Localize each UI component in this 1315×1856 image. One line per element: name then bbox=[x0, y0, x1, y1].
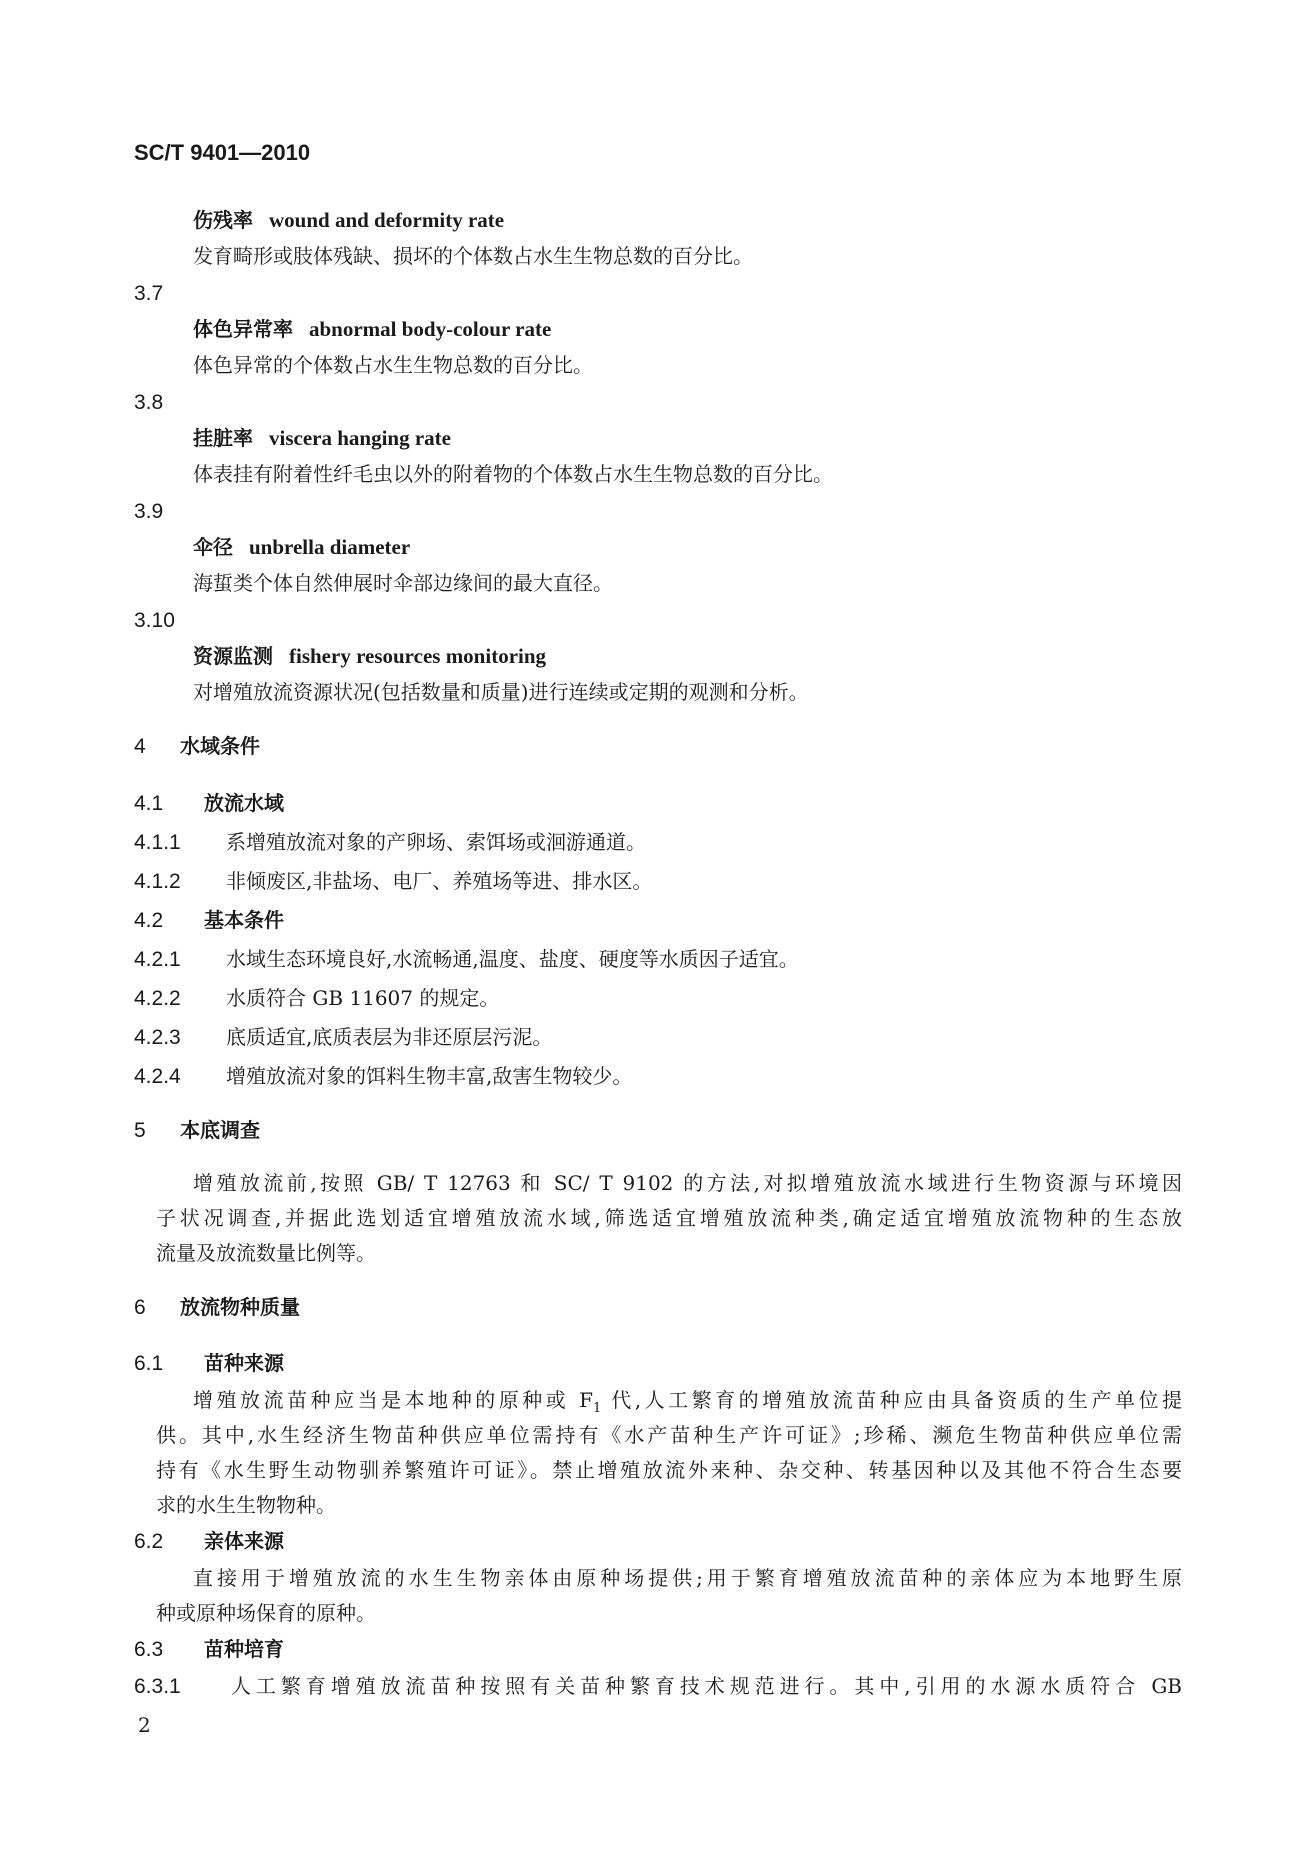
clause-text: 非倾废区,非盐场、电厂、养殖场等进、排水区。 bbox=[226, 869, 653, 893]
section-title: 放流物种质量 bbox=[180, 1295, 300, 1319]
term-definition: 体表挂有附着性纤毛虫以外的附着物的个体数占水生生物总数的百分比。 bbox=[193, 462, 833, 486]
section-heading bbox=[134, 733, 260, 760]
subsection-title: 苗种来源 bbox=[204, 1351, 284, 1375]
section-heading bbox=[134, 1117, 260, 1144]
paragraph-line: 供。其中,水生经济生物苗种供应单位需持有《水产苗种生产许可证》;珍稀、濒危生物苗种供应单位需 bbox=[156, 1423, 1182, 1447]
subsection-number: 6.2 bbox=[134, 1530, 164, 1553]
term-number: 3.9 bbox=[134, 500, 164, 523]
subsection-heading bbox=[134, 907, 284, 934]
clause-number: 4.2.3 bbox=[134, 1026, 181, 1049]
subsection-number: 6.3 bbox=[134, 1638, 164, 1661]
clause-text: 人工繁育增殖放流苗种按照有关苗种繁育技术规范进行。其中,引用的水源水质符合 GB bbox=[226, 1674, 1182, 1698]
term-definition: 海蜇类个体自然伸展时伞部边缘间的最大直径。 bbox=[193, 571, 613, 595]
text-fragment: 代,人工繁育的增殖放流苗种应由具备资质的生产单位提 bbox=[601, 1388, 1182, 1412]
subsection-heading bbox=[134, 1636, 284, 1663]
section-title: 本底调查 bbox=[180, 1118, 260, 1142]
clause-text: 增殖放流对象的饵料生物丰富,敌害生物较少。 bbox=[226, 1064, 633, 1088]
term-en: abnormal body-colour rate bbox=[309, 317, 552, 341]
subsection-heading bbox=[134, 1528, 284, 1555]
clause bbox=[134, 1673, 1182, 1700]
term-definition: 体色异常的个体数占水生生物总数的百分比。 bbox=[193, 353, 593, 377]
paragraph-line: 增殖放流前,按照 GB/ T 12763 和 SC/ T 9102 的方法,对拟增殖放流水域进行生物资源与环境因 bbox=[193, 1171, 1182, 1195]
term-heading bbox=[193, 643, 546, 669]
clause bbox=[134, 829, 646, 856]
term-en: fishery resources monitoring bbox=[289, 644, 547, 668]
section-number: 5 bbox=[134, 1119, 146, 1142]
clause-number: 4.1.1 bbox=[134, 831, 181, 854]
subsection-number: 6.1 bbox=[134, 1352, 164, 1375]
subsection-title: 苗种培育 bbox=[204, 1637, 284, 1661]
term-number: 3.10 bbox=[134, 609, 175, 632]
term-en: unbrella diameter bbox=[249, 535, 411, 559]
term-heading bbox=[193, 207, 504, 233]
section-title: 水域条件 bbox=[180, 734, 260, 758]
clause-number: 4.2.4 bbox=[134, 1065, 181, 1088]
paragraph-line: 种或原种场保育的原种。 bbox=[156, 1601, 376, 1625]
subscript: 1 bbox=[593, 1401, 602, 1416]
term-en: wound and deformity rate bbox=[269, 208, 505, 232]
paragraph-line: 直接用于增殖放流的水生生物亲体由原种场提供;用于繁育增殖放流苗种的亲体应为本地野生原 bbox=[193, 1566, 1182, 1590]
subsection-number: 4.2 bbox=[134, 909, 164, 932]
clause-number: 4.2.2 bbox=[134, 987, 181, 1010]
subsection-title: 亲体来源 bbox=[204, 1529, 284, 1553]
term-zh: 伞径 bbox=[193, 535, 233, 559]
term-definition: 发育畸形或肢体残缺、损坏的个体数占水生生物总数的百分比。 bbox=[193, 244, 753, 268]
term-zh: 伤残率 bbox=[193, 208, 253, 232]
document-id: SC/T 9401—2010 bbox=[134, 140, 311, 165]
paragraph-line bbox=[193, 1387, 1182, 1422]
paragraph-line: 求的水生生物物种。 bbox=[156, 1493, 336, 1517]
paragraph-line: 流量及放流数量比例等。 bbox=[156, 1241, 376, 1265]
clause bbox=[134, 1024, 552, 1051]
clause-text: 水域生态环境良好,水流畅通,温度、盐度、硬度等水质因子适宜。 bbox=[226, 947, 799, 971]
subsection-title: 放流水域 bbox=[204, 791, 284, 815]
term-en: viscera hanging rate bbox=[269, 426, 451, 450]
clause bbox=[134, 868, 652, 895]
section-number: 4 bbox=[134, 735, 146, 758]
text-fragment: 增殖放流苗种应当是本地种的原种或 F bbox=[193, 1388, 594, 1412]
subsection-heading bbox=[134, 790, 284, 817]
subsection-heading bbox=[134, 1350, 284, 1377]
clause bbox=[134, 985, 499, 1012]
term-zh: 体色异常率 bbox=[193, 317, 293, 341]
clause-text: 系增殖放流对象的产卵场、索饵场或洄游通道。 bbox=[226, 830, 646, 854]
term-heading bbox=[193, 534, 410, 560]
subsection-number: 4.1 bbox=[134, 792, 164, 815]
term-number: 3.8 bbox=[134, 391, 164, 414]
term-zh: 资源监测 bbox=[193, 644, 273, 668]
term-heading bbox=[193, 316, 551, 342]
clause-number: 4.2.1 bbox=[134, 948, 181, 971]
term-heading bbox=[193, 425, 451, 451]
clause-text: 水质符合 GB 11607 的规定。 bbox=[226, 986, 500, 1010]
clause-text: 底质适宜,底质表层为非还原层污泥。 bbox=[226, 1025, 553, 1049]
subsection-title: 基本条件 bbox=[204, 908, 284, 932]
term-zh: 挂脏率 bbox=[193, 426, 253, 450]
section-number: 6 bbox=[134, 1296, 146, 1319]
section-heading bbox=[134, 1294, 300, 1321]
paragraph-line: 子状况调查,并据此选划适宜增殖放流水域,筛选适宜增殖放流种类,确定适宜增殖放流物种的生态放 bbox=[156, 1206, 1182, 1230]
page-number: 2 bbox=[138, 1713, 151, 1737]
clause-number: 4.1.2 bbox=[134, 870, 181, 893]
clause bbox=[134, 946, 799, 973]
term-number: 3.7 bbox=[134, 282, 164, 305]
term-definition: 对增殖放流资源状况(包括数量和质量)进行连续或定期的观测和分析。 bbox=[193, 680, 809, 704]
clause-number: 6.3.1 bbox=[134, 1675, 181, 1698]
clause bbox=[134, 1063, 632, 1090]
paragraph-line: 持有《水生野生动物驯养繁殖许可证》。禁止增殖放流外来种、杂交种、转基因种以及其他不符合生态要 bbox=[156, 1458, 1182, 1482]
